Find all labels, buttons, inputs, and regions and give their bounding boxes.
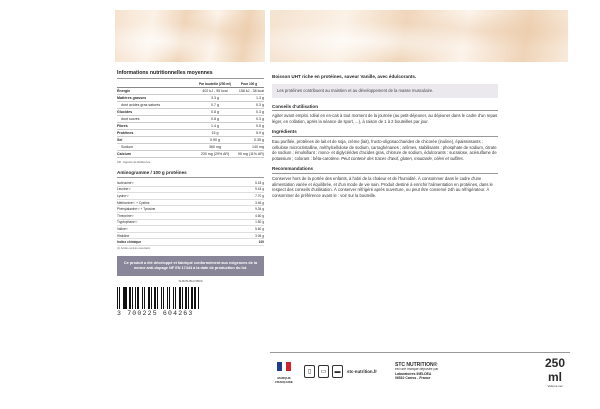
- lot-code: SLB25UBHV0500: [178, 278, 203, 283]
- amino-value: 1.50 g: [236, 219, 264, 226]
- nutrition-name: Énergie: [117, 88, 196, 95]
- desktop-icon: ▬: [332, 365, 343, 378]
- amino-name: Leucine⁽¹⁾: [117, 186, 236, 193]
- col2-header: Pour 100 g: [234, 81, 264, 88]
- ingredients-text: Eau purifiée, protéines de lait et de soja, crème (lait), fructo-oligosaccharides de chicorée (inuline), épaississants : cellulose microcristalline, méthylcellulose de sodium, carraghénanes ; arômes, stabilisants : phosphate de sodium, citrate de sodium ; émulsifiant : mono- et diglycérides d'acides gras, chlorure de sodium, édulcorants : sucralose, acésulfame de potassium ; colorant : bêta-carotène.: [272, 138, 497, 162]
- amino-row: [117, 212, 264, 219]
- company-line1: est une marque déposée par: [395, 367, 439, 372]
- amino-name: Indice chimique: [117, 239, 236, 246]
- nutrition-name: Glucides: [117, 109, 196, 116]
- amino-name: Valine⁽¹⁾: [117, 226, 236, 233]
- usage-text: Agiter avant emploi. Idéal en en-cas à tout moment de la journée (au petit-déjeuner, au déjeuner dans le cadre d'un repas léger, en collation, après la séance de sport, ...), à raison de 1 à 2 bouteilles par jour.: [272, 113, 498, 125]
- banner-image-left: [115, 10, 265, 62]
- footer-strip: [270, 352, 570, 390]
- volume-sub: Volume net: [547, 383, 563, 388]
- nutrition-value-serving: 0.7 g: [196, 102, 234, 109]
- nutrition-name: Fibres: [117, 123, 196, 130]
- amino-value: 9.44 g: [236, 186, 264, 193]
- nutrition-value-100g: 158 kJ - 38 kcal: [234, 88, 264, 95]
- nutrition-value-serving: 3.3 g: [196, 95, 234, 102]
- left-panel: [117, 70, 264, 317]
- nutrition-row: [117, 151, 264, 158]
- nutrition-value-100g: 0.5 g: [234, 123, 264, 130]
- nutrition-row: [117, 144, 264, 151]
- amino-note: (1) Acides aminés essentiels: [117, 246, 150, 250]
- right-panel: [272, 74, 498, 203]
- company-line3: 06510 Carros - France: [395, 375, 431, 380]
- amino-row: [117, 206, 264, 213]
- nutrition-value-serving: 360 mg: [196, 144, 234, 151]
- amino-name: Thréonine⁽¹⁾: [117, 212, 236, 219]
- amino-value: 9.34 g: [236, 206, 264, 213]
- ingredients-title: Ingrédients: [272, 129, 498, 137]
- nutrition-value-serving: 402 kJ - 95 kcal: [196, 88, 234, 95]
- nutrition-value-100g: 0.35 g: [234, 137, 264, 144]
- amino-name: Phénylalanine⁽¹⁾ + Tyrosine: [117, 206, 236, 213]
- nutrition-row: [117, 137, 264, 144]
- website-link[interactable]: stc-nutrition.fr: [347, 369, 377, 374]
- amino-name: Méthionine⁽¹⁾ + Cystine: [117, 199, 236, 206]
- nutrition-row: [117, 109, 264, 116]
- nutrition-name: dont acides gras saturés: [117, 102, 196, 109]
- nutrition-table: [117, 81, 264, 158]
- nutrition-name: dont sucres: [117, 116, 196, 123]
- ingredients-block: [272, 139, 498, 162]
- company-name: STC NUTRITION®: [395, 361, 438, 368]
- nutrition-value-100g: 5.9 g: [234, 130, 264, 137]
- barcode-bars: [117, 287, 217, 309]
- nutrition-value-100g: 0.3 g: [234, 102, 264, 109]
- nutrition-row: [117, 102, 264, 109]
- barcode-number: 3 700225 604263: [117, 309, 194, 317]
- french-flag-icon: [277, 362, 291, 371]
- nutrition-value-100g: 140 mg: [234, 144, 264, 151]
- nutrition-value-serving: 0.90 g: [196, 137, 234, 144]
- nutrition-value-serving: 230 mg (29% AR): [196, 151, 234, 158]
- amino-row: [117, 186, 264, 193]
- nutrition-row: [117, 88, 264, 95]
- health-claim: Les protéines contribuent au maintien et au développement de la masse musculaire.: [272, 84, 498, 98]
- nutrition-value-100g: 90 mg (11% AR): [234, 151, 264, 158]
- amino-row: [117, 193, 264, 200]
- french-brand-badge: [270, 358, 298, 384]
- flag-label: MARQUE FRANÇAISE: [275, 376, 293, 384]
- amino-name: Tryptophane⁽¹⁾: [117, 219, 236, 226]
- device-icons: [304, 365, 343, 378]
- volume: 250 ml: [544, 355, 566, 384]
- amino-row: [117, 239, 264, 246]
- nutrition-row: [117, 130, 264, 137]
- nutrition-name: Sodium: [117, 144, 196, 151]
- nutrition-value-serving: 15 g: [196, 130, 234, 137]
- nutrition-value-100g: 1.3 g: [234, 95, 264, 102]
- recommendations-text: Conserver hors de la portée des enfants, à l'abri de la chaleur et de l'humidité. À consommer dans le cadre d'une alimentation variée et équilibrée, et d'un mode de vie sain. Produit destiné à enrichir l'alimentation en protéines, dans le respect des conseils d'utilisation. À conserver réfrigéré après ouverture, ou peut être conservé 24h au réfrigérateur. À consommer de préférence avant le : voir sur la bouteille.: [272, 175, 493, 199]
- amino-value: 5.18 g: [236, 180, 264, 186]
- amino-name: Lysine⁽¹⁾: [117, 193, 236, 200]
- amino-value: 100: [236, 239, 264, 246]
- amino-row: [117, 232, 264, 239]
- nutrition-title: Informations nutritionnelles moyennes: [117, 70, 264, 79]
- company-info: [395, 363, 438, 381]
- product-intro: Boisson UHT riche en protéines, saveur Vanille, avec édulcorants.: [272, 74, 417, 79]
- nutrition-name: Protéines: [117, 130, 196, 137]
- amino-value: 3.46 g: [236, 199, 264, 206]
- nutrition-value-100g: 0.3 g: [234, 116, 264, 123]
- nutrition-row: [117, 95, 264, 102]
- amino-name: Histidine: [117, 232, 236, 239]
- amino-value: 5.60 g: [236, 226, 264, 233]
- amino-row: [117, 219, 264, 226]
- amino-table: [117, 180, 264, 246]
- allergen-text: Peut contenir des traces d'œuf, gluten, moutarde, céleri et sulfites.: [341, 156, 465, 162]
- nutrition-name: Calcium: [117, 151, 196, 158]
- smartphone-icon: ▯: [304, 365, 315, 378]
- amino-value: 4.60 g: [236, 212, 264, 219]
- nutrition-note: AR : Apports de Référence: [117, 160, 151, 164]
- banner-image-right: [270, 10, 568, 62]
- nutrition-value-serving: 0.8 g: [196, 116, 234, 123]
- amino-title: Aminogramme / 100 g protéines: [117, 170, 264, 178]
- nutrition-value-serving: 0.8 g: [196, 109, 234, 116]
- nutrition-name: Matières grasses: [117, 95, 196, 102]
- col1-header: Par bouteille (250 ml): [196, 81, 234, 88]
- nutrition-value-serving: 1.4 g: [196, 123, 234, 130]
- nutrition-row: [117, 123, 264, 130]
- nutrition-row: [117, 116, 264, 123]
- tablet-icon: ▭: [318, 365, 329, 378]
- nutrition-value-100g: 0.3 g: [234, 109, 264, 116]
- barcode: [117, 287, 217, 317]
- amino-row: [117, 226, 264, 233]
- recommendations-title: Recommandations: [272, 166, 498, 174]
- nutrition-name: Sel: [117, 137, 196, 144]
- amino-row: [117, 199, 264, 206]
- amino-value: 7.70 g: [236, 193, 264, 200]
- amino-name: Isoleucine⁽¹⁾: [117, 180, 236, 186]
- company-line2: Laboratoires INELDEA: [395, 371, 432, 376]
- volume-badge: [540, 356, 570, 388]
- antidoping-notice: Ce produit a été développé et fabriqué conformément aux exigences de la norme anti-dopage NF EN 17444 à la date de production du lot.: [117, 256, 264, 276]
- amino-value: 3.06 g: [236, 232, 264, 239]
- usage-title: Conseils d'utilisation: [272, 104, 498, 112]
